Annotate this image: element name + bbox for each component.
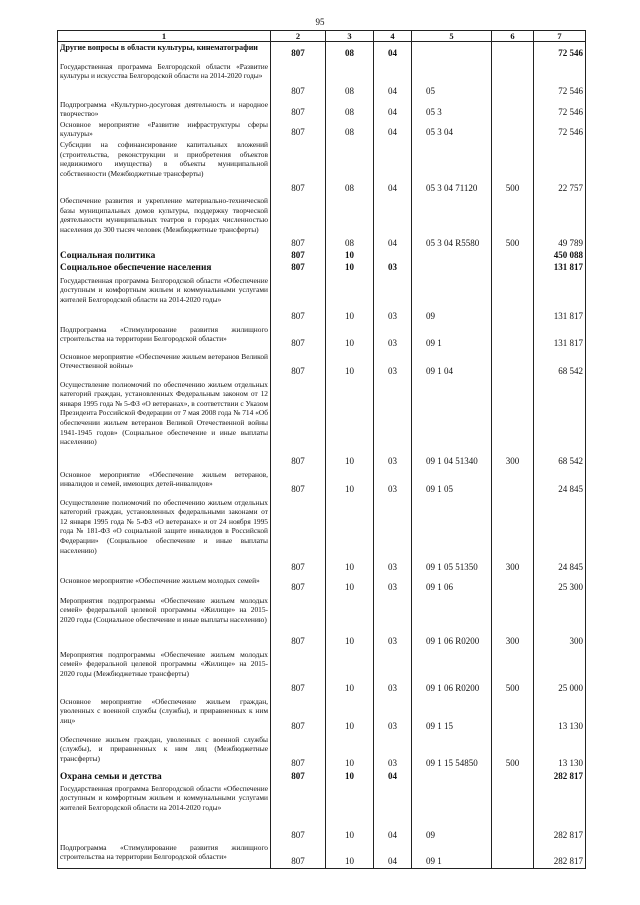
row-target-article: 09 1 [412,324,492,351]
row-target-article: 09 1 15 [412,696,492,734]
row-expense-type [492,469,534,497]
row-target-article: 09 1 06 R0200 [412,595,492,649]
row-section-code: 10 [326,734,374,771]
column-header: 6 [492,31,534,42]
table-row [58,469,586,497]
row-name: Основное мероприятие «Обеспечение жильем граждан, уволенных с военной службы (службы), и приравненных к ним лиц» [58,696,271,734]
table-row [58,497,586,575]
row-ministry-code: 807 [271,250,326,262]
row-target-article: 05 3 [412,99,492,119]
row-expense-type [492,119,534,139]
table-row [58,575,586,595]
row-subsection-code: 03 [374,275,412,324]
row-name: Подпрограмма «Стимулирование развития жилищного строительства на территории Белгородской области» [58,324,271,351]
table-row [58,379,586,469]
row-name: Основное мероприятие «Обеспечение жильем ветеранов, инвалидов и семей, имеющих детей-инвалидов» [58,469,271,497]
row-target-article [412,771,492,783]
row-name: Осуществление полномочий по обеспечению жильем отдельных категорий граждан, установленных федеральными законами от 12 января 1995 года № 5-ФЗ «О ветеранах» и от 24 ноября 1995 года № 181-ФЗ «О социальной защите инвалидов в Российской Федерации» (Социальное обеспечение и иные выплаты населению) [58,497,271,575]
row-amount: 25 000 [534,649,586,696]
row-section-code: 10 [326,497,374,575]
row-ministry-code: 807 [271,379,326,469]
row-section-code: 10 [326,842,374,869]
row-section-code: 08 [326,139,374,195]
row-expense-type [492,275,534,324]
row-target-article [412,42,492,61]
row-amount: 450 088 [534,250,586,262]
row-section-code: 10 [326,469,374,497]
row-subsection-code: 03 [374,575,412,595]
row-name: Мероприятия подпрограммы «Обеспечение жильем молодых семей» федеральной целевой программы «Жилище» на 2015-2020 годы (Межбюджетные трансферты) [58,649,271,696]
row-expense-type [492,575,534,595]
table-row [58,250,586,262]
row-section-code: 08 [326,195,374,250]
row-target-article: 09 1 06 [412,575,492,595]
table-row [58,783,586,842]
row-ministry-code: 807 [271,139,326,195]
row-expense-type [492,351,534,379]
row-subsection-code: 03 [374,497,412,575]
row-subsection-code: 04 [374,783,412,842]
row-subsection-code: 04 [374,771,412,783]
row-subsection-code: 03 [374,379,412,469]
row-ministry-code: 807 [271,195,326,250]
row-section-code: 10 [326,351,374,379]
row-ministry-code: 807 [271,275,326,324]
row-target-article: 09 1 04 51340 [412,379,492,469]
row-ministry-code: 807 [271,324,326,351]
row-ministry-code: 807 [271,842,326,869]
row-ministry-code: 807 [271,649,326,696]
row-section-code: 10 [326,575,374,595]
row-expense-type: 500 [492,734,534,771]
row-target-article: 09 [412,275,492,324]
row-name: Подпрограмма «Стимулирование развития жилищного строительства на территории Белгородской области» [58,842,271,869]
row-subsection-code: 03 [374,734,412,771]
table-row [58,696,586,734]
row-target-article: 09 1 [412,842,492,869]
row-section-code: 10 [326,595,374,649]
row-expense-type [492,42,534,61]
row-subsection-code: 04 [374,42,412,61]
row-ministry-code: 807 [271,42,326,61]
row-ministry-code: 807 [271,771,326,783]
table-row [58,262,586,274]
row-ministry-code: 807 [271,497,326,575]
table-body [58,42,586,869]
column-header: 3 [326,31,374,42]
row-subsection-code: 04 [374,195,412,250]
row-subsection-code: 04 [374,842,412,869]
row-name: Основное мероприятие «Обеспечение жильем молодых семей» [58,575,271,595]
row-expense-type: 500 [492,649,534,696]
row-section-code: 10 [326,771,374,783]
row-target-article: 09 1 06 R0200 [412,649,492,696]
row-ministry-code: 807 [271,696,326,734]
row-ministry-code: 807 [271,734,326,771]
row-expense-type: 500 [492,139,534,195]
table-row [58,61,586,99]
row-section-code: 10 [326,250,374,262]
row-name: Государственная программа Белгородской области «Обеспечение доступным и комфортным жильем и коммунальными услугами жителей Белгородской области на 2014-2020 годы» [58,275,271,324]
row-expense-type [492,250,534,262]
row-name: Осуществление полномочий по обеспечению жильем отдельных категорий граждан, установленных Федеральным законом от 12 января 1995 года № 5-ФЗ «О ветеранах», в соответствии с Указом Президента Российской Федерации от 7 мая 2008 года № 714 «Об обеспечении жильем ветеранов Великой Отечественной войны 1941-1945 годов» (Социальное обеспечение и иные выплаты населению) [58,379,271,469]
column-header: 4 [374,31,412,42]
table-row [58,649,586,696]
row-subsection-code: 03 [374,262,412,274]
header-row [58,31,586,42]
row-expense-type [492,771,534,783]
table-row [58,771,586,783]
row-amount: 131 817 [534,275,586,324]
row-amount: 72 546 [534,119,586,139]
table-row [58,351,586,379]
row-subsection-code: 03 [374,324,412,351]
row-ministry-code: 807 [271,99,326,119]
row-amount: 22 757 [534,139,586,195]
row-expense-type [492,61,534,99]
row-subsection-code: 03 [374,696,412,734]
row-expense-type [492,783,534,842]
row-ministry-code: 807 [271,469,326,497]
row-section-code: 10 [326,649,374,696]
table-row [58,842,586,869]
row-expense-type: 300 [492,497,534,575]
column-header: 1 [58,31,271,42]
row-name: Обеспечение жильем граждан, уволенных с военной службы (службы), и приравненных к ним лиц (Межбюджетные трансферты) [58,734,271,771]
row-ministry-code: 807 [271,262,326,274]
row-target-article: 09 1 05 [412,469,492,497]
row-section-code: 10 [326,262,374,274]
table-row [58,595,586,649]
row-amount: 13 130 [534,696,586,734]
row-target-article: 05 [412,61,492,99]
row-section-code: 08 [326,119,374,139]
row-amount: 49 789 [534,195,586,250]
row-expense-type [492,842,534,869]
column-header: 5 [412,31,492,42]
row-target-article [412,250,492,262]
table-row [58,99,586,119]
row-subsection-code: 03 [374,469,412,497]
row-subsection-code [374,250,412,262]
row-name: Обеспечение развития и укрепление материально-технической базы муниципальных домов культуры, поддержку творческой деятельности муниципальных театров в городах численностью населения до 300 тысяч человек (Межбюджетные трансферты) [58,195,271,250]
column-header: 2 [271,31,326,42]
row-ministry-code: 807 [271,595,326,649]
row-name: Мероприятия подпрограммы «Обеспечение жильем молодых семей» федеральной целевой программы «Жилище» на 2015-2020 годы (Социальное обеспечение и иные выплаты населению) [58,595,271,649]
row-section-code: 08 [326,61,374,99]
row-amount: 13 130 [534,734,586,771]
row-target-article: 05 3 04 [412,119,492,139]
row-section-code: 08 [326,42,374,61]
row-subsection-code: 04 [374,139,412,195]
row-name: Подпрограмма «Культурно-досуговая деятельность и народное творчество» [58,99,271,119]
row-section-code: 08 [326,99,374,119]
row-name: Другие вопросы в области культуры, кинематографии [58,42,271,61]
row-name: Основное мероприятие «Обеспечение жильем ветеранов Великой Отечественной войны» [58,351,271,379]
row-section-code: 10 [326,783,374,842]
table-row [58,139,586,195]
column-header: 7 [534,31,586,42]
table-row [58,324,586,351]
row-amount: 282 817 [534,771,586,783]
row-target-article: 09 1 05 51350 [412,497,492,575]
row-expense-type: 300 [492,379,534,469]
row-target-article: 09 [412,783,492,842]
row-subsection-code: 03 [374,649,412,696]
row-amount: 72 546 [534,42,586,61]
row-expense-type [492,696,534,734]
page-number: 95 [315,17,325,27]
row-target-article: 09 1 04 [412,351,492,379]
budget-table [57,30,586,869]
table-row [58,42,586,61]
row-expense-type: 300 [492,595,534,649]
row-ministry-code: 807 [271,61,326,99]
row-target-article: 05 3 04 R5580 [412,195,492,250]
row-ministry-code: 807 [271,351,326,379]
row-ministry-code: 807 [271,783,326,842]
row-name: Государственная программа Белгородской области «Обеспечение доступным и комфортным жильем и коммунальными услугами жителей Белгородской области на 2014-2020 годы» [58,783,271,842]
row-name: Основное мероприятие «Развитие инфраструктуры сферы культуры» [58,119,271,139]
row-expense-type [492,324,534,351]
row-amount: 72 546 [534,99,586,119]
row-section-code: 10 [326,379,374,469]
row-section-code: 10 [326,275,374,324]
table-row [58,119,586,139]
row-name: Субсидии на софинансирование капитальных вложений (строительства, реконструкции и приобретения объектов недвижимого имущества) в объекты муниципальной собственности (Межбюджетные трансферты) [58,139,271,195]
row-amount: 282 817 [534,842,586,869]
row-target-article: 09 1 15 54850 [412,734,492,771]
row-section-code: 10 [326,324,374,351]
row-amount: 131 817 [534,324,586,351]
row-expense-type [492,99,534,119]
row-name: Социальное обеспечение населения [58,262,271,274]
row-amount: 24 845 [534,497,586,575]
table-row [58,275,586,324]
row-name: Социальная политика [58,250,271,262]
row-amount: 72 546 [534,61,586,99]
row-name: Государственная программа Белгородской области «Развитие культуры и искусства Белгородской области на 2014-2020 годы» [58,61,271,99]
row-amount: 24 845 [534,469,586,497]
row-amount: 131 817 [534,262,586,274]
row-amount: 282 817 [534,783,586,842]
row-target-article: 05 3 04 71120 [412,139,492,195]
row-subsection-code: 03 [374,351,412,379]
row-subsection-code: 04 [374,61,412,99]
row-expense-type: 500 [492,195,534,250]
row-amount: 68 542 [534,351,586,379]
row-amount: 300 [534,595,586,649]
table-row [58,734,586,771]
row-subsection-code: 04 [374,99,412,119]
row-amount: 25 300 [534,575,586,595]
row-ministry-code: 807 [271,575,326,595]
row-subsection-code: 04 [374,119,412,139]
row-ministry-code: 807 [271,119,326,139]
row-subsection-code: 03 [374,595,412,649]
row-name: Охрана семьи и детства [58,771,271,783]
row-expense-type [492,262,534,274]
row-section-code: 10 [326,696,374,734]
row-amount: 68 542 [534,379,586,469]
row-target-article [412,262,492,274]
table-row [58,195,586,250]
